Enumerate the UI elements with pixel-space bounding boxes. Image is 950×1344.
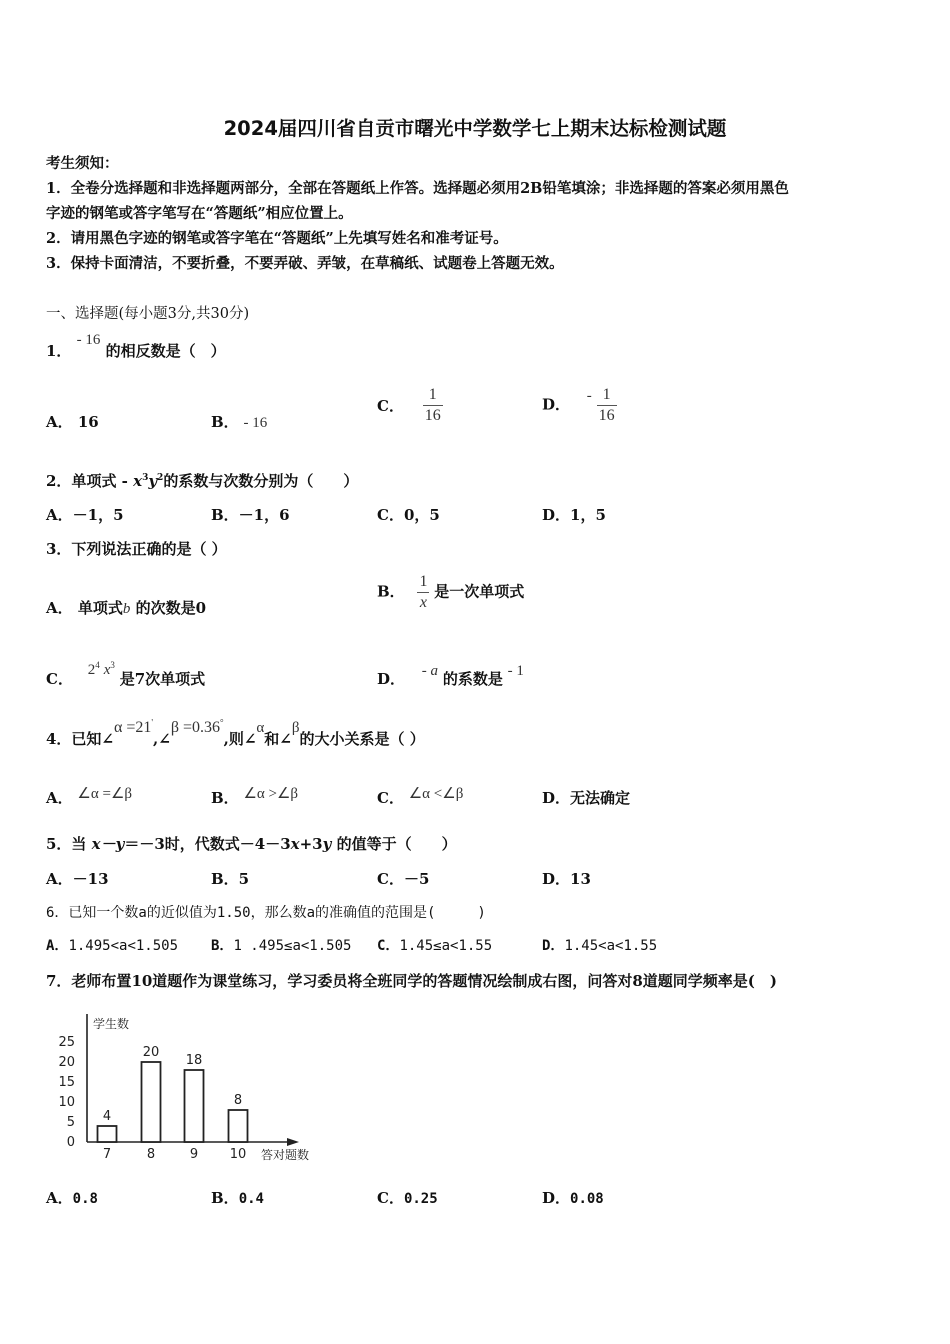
question-7: 7．老师布置10道题作为课堂练习，学习委员将全班同学的答题情况绘制成右图，问答对8道题同学频率是( ) (46, 972, 777, 990)
bar-chart (55, 1010, 325, 1168)
alpha-value: α =21 (114, 719, 152, 736)
bar (229, 1110, 248, 1142)
option-b[interactable]: B．－1，6 (211, 506, 290, 524)
variable-x: x (103, 662, 111, 678)
bar (98, 1126, 117, 1142)
option-a[interactable] (46, 1187, 98, 1208)
question-text: ,则∠ (223, 730, 257, 748)
option-label: C． (377, 789, 404, 807)
bar-value-label: 4 (102, 1109, 112, 1124)
option-value: 1.45<a<1.55 (564, 938, 658, 954)
question-text: 和∠ (264, 730, 292, 748)
question-4 (46, 717, 425, 749)
option-b[interactable] (211, 935, 351, 955)
option-text: 单项式 (77, 599, 123, 617)
y-tick-label: 15 (58, 1075, 75, 1090)
math-expression: - 16 (76, 332, 101, 348)
option-a[interactable]: A．－13 (46, 870, 109, 888)
variable-y: y (148, 472, 158, 490)
option-c[interactable]: C．0，5 (377, 506, 440, 524)
denominator: x (419, 594, 428, 611)
x-tick-label: 8 (146, 1147, 156, 1162)
option-text: 是一次单项式 (434, 582, 525, 601)
question-1 (46, 332, 226, 361)
x-tick-label: 9 (189, 1147, 199, 1162)
option-label: D． (542, 938, 565, 954)
question-text: +3 (299, 835, 323, 853)
question-5 (46, 833, 457, 854)
question-number: 1． (46, 342, 72, 360)
x-tick-label: 7 (102, 1147, 112, 1162)
question-text: 单项式 - (71, 472, 134, 490)
question-text: 的值等于（ ） (331, 835, 457, 853)
option-label: A． (46, 938, 69, 954)
option-value: 1 .495≤a<1.505 (233, 938, 352, 954)
page-title: 2024届四川省自贡市曙光中学数学七上期末达标检测试题 (223, 117, 727, 140)
option-value: 0.08 (570, 1191, 604, 1207)
option-text: 的次数是0 (130, 599, 207, 617)
option-d[interactable] (542, 935, 657, 955)
math-expression: - a (421, 663, 439, 679)
notice-heading: 考生须知： (46, 155, 119, 172)
option-label: B． (211, 938, 234, 954)
variable-x: x (133, 472, 143, 490)
denominator: 16 (424, 407, 441, 424)
exponent: 3 (110, 660, 115, 670)
y-tick-label: 0 (66, 1135, 75, 1150)
option-a[interactable]: A．－1，5 (46, 506, 124, 524)
beta-value: β =0.36 (170, 719, 221, 736)
option-value: 无法确定 (570, 789, 631, 807)
notice-item-1-cont: 字迹的钢笔或答字笔写在“答题纸”相应位置上。 (46, 205, 353, 222)
option-d[interactable] (377, 663, 524, 689)
beta-symbol: β (291, 720, 300, 736)
option-label: D． (542, 789, 571, 807)
question-text: 的相反数是（ ） (105, 342, 226, 360)
question-3: 3．下列说法正确的是（ ） (46, 540, 227, 558)
option-label: D． (542, 395, 571, 414)
y-tick-label: 10 (58, 1095, 75, 1110)
option-label: A． (46, 1189, 73, 1207)
option-value: 16 (77, 413, 99, 431)
option-label: C． (377, 1189, 404, 1207)
option-c[interactable] (377, 935, 492, 955)
x-axis-arrow (287, 1138, 299, 1146)
option-value: 0.4 (238, 1191, 264, 1207)
option-label: B． (377, 582, 405, 601)
option-value: ∠α >∠β (243, 786, 299, 802)
option-a[interactable] (46, 935, 178, 955)
option-label: A． (46, 599, 73, 617)
option-a[interactable] (46, 787, 132, 808)
bar (142, 1062, 161, 1142)
option-d[interactable] (542, 1187, 604, 1208)
variable-y: y (322, 835, 332, 853)
option-label: B． (211, 413, 239, 431)
question-text: ＝－3时，代数式－4－3 (124, 835, 291, 853)
y-axis-label: 学生数 (93, 1017, 130, 1031)
x-axis-label: 答对题数 (261, 1148, 310, 1162)
option-value: 0.8 (72, 1191, 98, 1207)
math-expression: - 1 (507, 663, 524, 679)
option-a[interactable] (46, 597, 206, 618)
option-b[interactable]: B．5 (211, 870, 250, 888)
y-tick-label: 25 (58, 1035, 75, 1050)
option-value: 0.25 (403, 1191, 438, 1207)
option-label: B． (211, 1189, 239, 1207)
fraction (423, 385, 443, 426)
math-expression (114, 719, 153, 736)
section-heading: 一、选择题(每小题3分,共30分) (46, 306, 250, 322)
math-expression: x－y (91, 835, 125, 853)
question-text: ,∠ (153, 730, 171, 748)
option-label: C． (377, 396, 404, 415)
option-b[interactable] (211, 1187, 264, 1208)
exponent: 3 (142, 473, 149, 483)
fraction (417, 572, 429, 613)
math-expression (171, 719, 224, 736)
option-text: 的系数是 (442, 670, 503, 688)
fraction (597, 385, 617, 426)
option-value: - 16 (243, 415, 268, 431)
exponent: 2 (157, 473, 164, 483)
exponent: 4 (95, 660, 100, 670)
bar-value-label: 8 (233, 1093, 243, 1108)
question-text: 5．当 (46, 835, 92, 853)
numerator: 1 (597, 385, 617, 406)
question-text: 的大小关系是（ ） (299, 730, 425, 748)
question-number: 2． (46, 472, 72, 490)
option-value: ∠α <∠β (408, 786, 464, 802)
option-b[interactable] (377, 572, 524, 613)
option-label: C． (46, 670, 73, 688)
bar-value-label: 18 (185, 1053, 203, 1068)
option-b[interactable] (211, 411, 267, 432)
variable-b: b (122, 601, 131, 617)
numerator: 1 (423, 385, 443, 406)
option-value: ∠α =∠β (77, 786, 133, 802)
question-2 (46, 470, 358, 491)
numerator: 1 (417, 572, 429, 593)
bar (185, 1070, 204, 1142)
denominator: 16 (598, 407, 615, 424)
variable-x: x (290, 835, 300, 853)
alpha-symbol: α (256, 720, 265, 736)
math-expression (88, 662, 115, 678)
question-text: 的系数与次数分别为（ ） (163, 472, 359, 490)
option-b[interactable] (211, 787, 298, 808)
option-a[interactable] (46, 411, 99, 432)
option-label: D． (377, 670, 406, 688)
option-c[interactable]: C．－5 (377, 870, 430, 888)
option-label: A． (46, 789, 73, 807)
notice-item-3: 3．保持卡面清洁，不要折叠，不要弄破、弄皱，在草稿纸、试题卷上答题无效。 (46, 255, 564, 272)
minute-mark: ' (151, 717, 154, 728)
option-value: 1.495<a<1.505 (68, 938, 179, 954)
option-c[interactable] (377, 385, 443, 426)
y-tick-label: 5 (66, 1115, 75, 1130)
option-c[interactable] (46, 660, 206, 689)
notice-item-1: 1．全卷分选择题和非选择题两部分，全部在答题纸上作答。选择题必须用2B铅笔填涂；非选择题的答案必须用黑色 (46, 180, 789, 197)
question-text: 4．已知∠ (46, 730, 115, 748)
option-c[interactable] (377, 1187, 438, 1208)
option-label: D． (542, 1189, 571, 1207)
option-d[interactable]: D．13 (542, 870, 591, 888)
option-c[interactable] (377, 787, 463, 808)
notice-item-2: 2．请用黑色字迹的钢笔或答字笔在“答题纸”上先填写姓名和准考证号。 (46, 230, 508, 247)
y-tick-label: 20 (58, 1055, 75, 1070)
option-text: 是7次单项式 (119, 670, 206, 688)
minus-sign: - (586, 387, 592, 404)
option-label: A． (46, 413, 73, 431)
option-value: 1.45≤a<1.55 (399, 938, 493, 954)
bar-value-label: 20 (142, 1045, 160, 1060)
x-tick-label: 10 (229, 1147, 247, 1162)
option-label: B． (211, 789, 239, 807)
option-d[interactable] (542, 385, 617, 426)
base: 2 (87, 662, 96, 678)
option-d[interactable]: D．1，5 (542, 506, 606, 524)
option-label: C． (377, 938, 400, 954)
degree-mark: ° (220, 717, 224, 728)
question-6: 6．已知一个数a的近似值为1.50，那么数a的准确值的范围是( ) (46, 905, 486, 921)
option-d[interactable] (542, 787, 630, 808)
